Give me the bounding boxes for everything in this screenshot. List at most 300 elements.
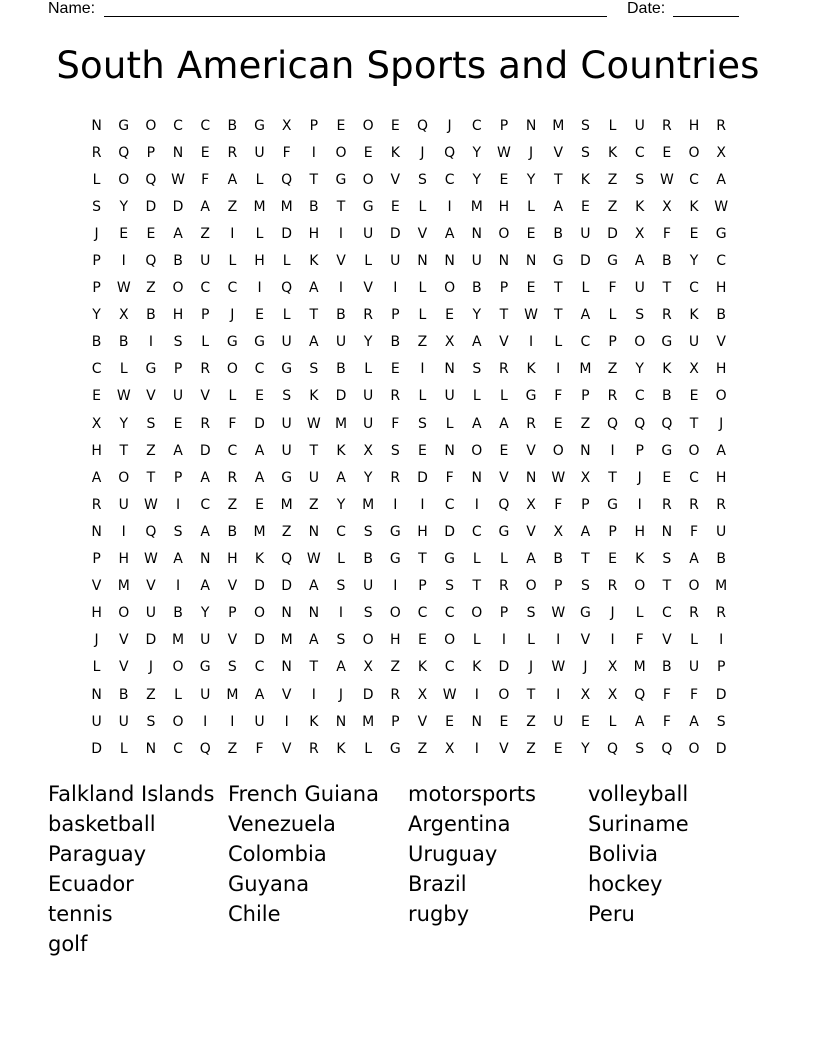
grid-cell: C — [689, 280, 699, 297]
grid-cell: X — [607, 659, 618, 676]
grid-cell: D — [715, 740, 727, 757]
grid-cell: C — [200, 117, 211, 134]
grid-cell: C — [471, 523, 482, 540]
grid-cell: J — [230, 307, 235, 324]
grid-cell: P — [92, 551, 101, 568]
grid-cell: E — [92, 388, 101, 405]
grid-cell: Q — [145, 253, 157, 270]
grid-cell: G — [362, 198, 374, 215]
grid-cell: Z — [580, 415, 591, 432]
grid-cell: P — [581, 388, 590, 405]
grid-cell: R — [91, 496, 102, 513]
grid-cell: O — [471, 442, 483, 459]
grid-cell: B — [309, 198, 319, 215]
grid-cell: O — [335, 144, 347, 161]
grid-cell: U — [172, 388, 184, 405]
grid-cell: Y — [472, 171, 482, 188]
grid-cell: W — [497, 144, 511, 161]
grid-cell: U — [281, 415, 292, 432]
grid-cell: X — [281, 117, 292, 134]
grid-cell: K — [662, 361, 672, 378]
grid-cell: R — [200, 415, 211, 432]
grid-cell: W — [306, 415, 321, 432]
grid-cell: S — [418, 415, 427, 432]
grid-cell: W — [524, 307, 538, 324]
grid-cell: N — [281, 659, 292, 676]
grid-cell: U — [634, 280, 645, 297]
grid-cell: C — [634, 144, 645, 161]
grid-cell: W — [171, 171, 185, 188]
grid-row — [83, 654, 735, 681]
grid-cell: G — [254, 334, 265, 351]
grid-cell: V — [553, 144, 564, 161]
grid-cell: I — [175, 578, 181, 595]
grid-cell: G — [335, 171, 347, 188]
grid-cell: P — [554, 578, 563, 595]
grid-cell: E — [146, 225, 156, 242]
grid-cell: F — [608, 280, 617, 297]
grid-cell: I — [393, 578, 398, 595]
grid-cell: E — [689, 225, 699, 242]
grid-cell: I — [529, 334, 534, 351]
grid-cell: L — [92, 171, 101, 188]
word-bank-item: motorsports — [408, 782, 536, 806]
grid-cell: E — [255, 496, 264, 513]
grid-cell: L — [527, 198, 535, 215]
grid-cell: O — [226, 361, 238, 378]
grid-cell: H — [634, 523, 645, 540]
grid-cell: E — [200, 144, 210, 161]
grid-cell: W — [714, 198, 729, 215]
grid-cell: V — [417, 713, 428, 730]
grid-cell: B — [662, 253, 672, 270]
name-date-header — [0, 0, 816, 22]
grid-cell: C — [689, 171, 699, 188]
grid-cell: S — [146, 713, 156, 730]
grid-cell: E — [580, 198, 590, 215]
grid-cell: A — [526, 551, 536, 568]
grid-cell: T — [309, 442, 319, 459]
grid-cell: V — [580, 632, 591, 649]
word-bank-item: golf — [48, 932, 88, 956]
grid-cell: I — [719, 632, 724, 649]
grid-cell: C — [91, 361, 102, 378]
grid-cell: I — [148, 334, 153, 351]
grid-cell: V — [336, 253, 346, 270]
grid-cell: I — [311, 144, 316, 161]
grid-cell: O — [362, 171, 374, 188]
grid-cell: E — [689, 388, 699, 405]
grid-cell: K — [254, 551, 265, 568]
grid-cell: R — [716, 496, 727, 513]
grid-cell: U — [118, 496, 129, 513]
grid-cell: G — [661, 334, 673, 351]
grid-cell: L — [608, 117, 617, 134]
grid-cell: Q — [634, 686, 646, 703]
word-bank-item: Brazil — [408, 872, 467, 896]
grid-cell: T — [581, 551, 590, 568]
grid-cell: L — [119, 361, 128, 378]
grid-cell: H — [227, 551, 238, 568]
grid-cell: S — [635, 171, 645, 188]
grid-cell: K — [309, 388, 319, 405]
grid-cell: S — [146, 415, 156, 432]
grid-cell: V — [91, 578, 102, 595]
grid-cell: N — [199, 551, 211, 568]
grid-cell: L — [418, 388, 427, 405]
grid-cell: N — [471, 713, 482, 730]
grid-cell: I — [447, 198, 452, 215]
grid-cell: I — [257, 280, 262, 297]
grid-cell: X — [118, 307, 129, 324]
grid-cell: J — [529, 659, 534, 676]
grid-cell: B — [336, 307, 346, 324]
grid-cell: G — [254, 117, 265, 134]
grid-cell: I — [474, 496, 479, 513]
grid-cell: L — [445, 415, 454, 432]
grid-cell: H — [91, 442, 102, 459]
grid-cell: I — [420, 361, 425, 378]
grid-cell: Y — [472, 307, 482, 324]
grid-cell: N — [444, 361, 455, 378]
grid-cell: Y — [635, 361, 644, 378]
grid-cell: E — [662, 144, 672, 161]
grid-cell: A — [309, 632, 319, 649]
grid-cell: A — [309, 280, 319, 297]
grid-cell: T — [146, 469, 156, 486]
grid-cell: H — [118, 551, 129, 568]
grid-cell: Y — [689, 253, 699, 270]
grid-cell: Z — [146, 686, 156, 703]
grid-cell: G — [199, 659, 211, 676]
grid-row — [83, 464, 735, 491]
grid-cell: I — [338, 605, 344, 622]
grid-cell: N — [417, 253, 428, 270]
grid-cell: M — [579, 361, 592, 378]
grid-cell: X — [91, 415, 102, 432]
grid-cell: Y — [119, 198, 129, 215]
grid-cell: T — [689, 415, 699, 432]
grid-cell: I — [284, 713, 289, 730]
grid-cell: D — [254, 415, 265, 432]
grid-cell: N — [91, 686, 102, 703]
grid-cell: T — [309, 171, 319, 188]
grid-cell: D — [145, 632, 157, 649]
grid-cell: K — [635, 551, 645, 568]
grid-cell: A — [716, 171, 726, 188]
grid-cell: P — [635, 442, 644, 459]
word-bank-item: tennis — [48, 902, 113, 926]
grid-cell: A — [254, 442, 265, 459]
grid-cell: V — [526, 442, 536, 459]
grid-cell: W — [442, 686, 457, 703]
grid-cell: D — [254, 632, 265, 649]
grid-cell: J — [529, 144, 534, 161]
grid-cell: G — [389, 740, 401, 757]
grid-cell: X — [417, 686, 428, 703]
name-label: Name: — [48, 0, 96, 17]
grid-cell: Y — [363, 469, 373, 486]
grid-cell: A — [689, 551, 699, 568]
grid-cell: T — [553, 171, 563, 188]
grid-cell: U — [688, 334, 700, 351]
grid-cell: X — [716, 144, 726, 161]
grid-cell: B — [471, 280, 482, 297]
grid-cell: O — [172, 280, 184, 297]
grid-cell: Q — [281, 171, 293, 188]
grid-cell: O — [498, 225, 510, 242]
grid-cell: P — [391, 713, 400, 730]
grid-cell: A — [227, 171, 238, 188]
grid-cell: S — [336, 578, 346, 595]
grid-cell: W — [306, 551, 321, 568]
grid-cell: A — [499, 415, 509, 432]
grid-cell: L — [119, 740, 128, 757]
grid-cell: H — [715, 280, 727, 297]
grid-cell: V — [227, 578, 238, 595]
grid-cell: M — [280, 496, 293, 513]
grid-row — [83, 491, 735, 518]
grid-cell: G — [552, 253, 564, 270]
grid-cell: N — [498, 253, 510, 270]
grid-cell: A — [444, 225, 455, 242]
grid-cell: I — [121, 523, 126, 540]
grid-cell: O — [362, 632, 374, 649]
grid-cell: K — [580, 171, 590, 188]
grid-cell: P — [581, 496, 590, 513]
grid-cell: P — [499, 117, 509, 134]
grid-cell: H — [254, 253, 265, 270]
grid-cell: A — [200, 198, 210, 215]
word-bank-item: Argentina — [408, 812, 511, 836]
grid-cell: Z — [146, 280, 156, 297]
grid-cell: C — [173, 740, 183, 757]
grid-cell: Y — [526, 171, 536, 188]
grid-cell: U — [308, 469, 319, 486]
grid-cell: P — [716, 659, 726, 676]
grid-cell: N — [525, 469, 537, 486]
grid-cell: S — [580, 578, 590, 595]
grid-cell: O — [444, 632, 456, 649]
grid-cell: Q — [199, 740, 211, 757]
grid-cell: N — [91, 523, 102, 540]
grid-cell: V — [363, 280, 373, 297]
grid-cell: Y — [581, 740, 590, 757]
grid-cell: V — [499, 334, 509, 351]
grid-cell: U — [118, 713, 129, 730]
grid-cell: D — [281, 225, 293, 242]
grid-cell: L — [228, 253, 237, 270]
grid-cell: R — [689, 605, 699, 622]
grid-cell: H — [715, 469, 727, 486]
grid-row — [83, 166, 735, 193]
grid-cell: V — [716, 334, 726, 351]
grid-cell: O — [145, 117, 157, 134]
grid-cell: E — [390, 117, 400, 134]
grid-cell: Q — [661, 415, 673, 432]
grid-cell: G — [281, 469, 293, 486]
grid-cell: B — [146, 307, 156, 324]
grid-cell: J — [583, 659, 588, 676]
grid-cell: C — [444, 171, 455, 188]
grid-cell: H — [91, 605, 102, 622]
grid-cell: K — [336, 740, 346, 757]
grid-cell: M — [280, 198, 293, 215]
grid-cell: E — [173, 415, 183, 432]
grid-cell: V — [118, 659, 129, 676]
grid-cell: G — [389, 523, 401, 540]
grid-cell: T — [526, 686, 536, 703]
grid-cell: R — [607, 578, 618, 595]
grid-cell: F — [228, 415, 237, 432]
grid-cell: J — [447, 117, 452, 134]
grid-cell: B — [716, 307, 726, 324]
grid-cell: I — [501, 632, 506, 649]
grid-row — [83, 112, 735, 139]
grid-cell: L — [92, 659, 101, 676]
grid-cell: U — [200, 632, 211, 649]
grid-cell: H — [172, 307, 184, 324]
grid-cell: V — [499, 469, 509, 486]
grid-cell: R — [308, 740, 319, 757]
grid-cell: Q — [498, 496, 510, 513]
grid-cell: K — [607, 144, 618, 161]
grid-cell: I — [338, 225, 344, 242]
grid-cell: T — [499, 307, 509, 324]
grid-cell: Q — [444, 144, 456, 161]
grid-cell: S — [526, 605, 536, 622]
grid-cell: T — [418, 551, 427, 568]
grid-cell: V — [227, 632, 238, 649]
grid-cell: C — [444, 659, 455, 676]
grid-cell: E — [255, 388, 264, 405]
grid-cell: F — [554, 496, 563, 513]
grid-cell: S — [580, 144, 590, 161]
grid-cell: T — [336, 198, 346, 215]
grid-cell: X — [580, 686, 591, 703]
grid-cell: L — [472, 632, 481, 649]
grid-cell: N — [281, 605, 292, 622]
grid-cell: E — [390, 361, 400, 378]
grid-cell: T — [662, 280, 672, 297]
grid-cell: S — [635, 307, 645, 324]
grid-cell: L — [418, 198, 427, 215]
grid-cell: S — [336, 632, 346, 649]
grid-cell: U — [634, 117, 645, 134]
word-bank-item: Peru — [588, 902, 635, 926]
grid-cell: F — [282, 144, 291, 161]
grid-cell: S — [363, 605, 373, 622]
grid-cell: I — [121, 253, 126, 270]
grid-cell: A — [471, 415, 482, 432]
grid-cell: Y — [119, 415, 129, 432]
grid-cell: G — [715, 225, 727, 242]
grid-cell: X — [634, 225, 645, 242]
grid-cell: K — [526, 361, 536, 378]
grid-cell: V — [499, 740, 509, 757]
grid-cell: Y — [472, 144, 482, 161]
grid-cell: J — [610, 605, 615, 622]
grid-row — [83, 735, 735, 762]
grid-row — [83, 220, 735, 247]
grid-cell: V — [526, 523, 536, 540]
grid-cell: W — [551, 659, 566, 676]
word-bank-item: Uruguay — [408, 842, 498, 866]
grid-cell: A — [173, 225, 183, 242]
grid-cell: P — [173, 469, 183, 486]
grid-cell: S — [173, 523, 183, 540]
grid-cell: R — [227, 469, 238, 486]
grid-cell: N — [308, 523, 320, 540]
grid-cell: X — [553, 523, 564, 540]
grid-cell: U — [91, 713, 102, 730]
grid-cell: N — [91, 117, 102, 134]
grid-cell: T — [472, 578, 482, 595]
grid-cell: K — [472, 659, 482, 676]
grid-cell: M — [362, 713, 375, 730]
grid-cell: N — [444, 442, 455, 459]
grid-cell: D — [607, 225, 618, 242]
grid-cell: I — [637, 496, 642, 513]
grid-cell: U — [254, 144, 265, 161]
grid-cell: F — [662, 686, 671, 703]
grid-cell: U — [716, 523, 727, 540]
grid-cell: S — [662, 551, 672, 568]
grid-cell: O — [634, 334, 646, 351]
grid-cell: V — [281, 686, 292, 703]
grid-cell: I — [556, 361, 561, 378]
grid-cell: G — [444, 551, 456, 568]
word-bank-item: Colombia — [228, 842, 327, 866]
grid-cell: D — [145, 198, 157, 215]
grid-row — [83, 518, 735, 545]
grid-cell: E — [553, 415, 563, 432]
grid-cell: C — [471, 117, 482, 134]
grid-cell: U — [145, 605, 157, 622]
grid-cell: S — [418, 171, 427, 188]
grid-cell: R — [607, 388, 618, 405]
grid-cell: Z — [390, 659, 401, 676]
grid-cell: C — [634, 388, 645, 405]
grid-cell: W — [143, 551, 158, 568]
grid-cell: I — [556, 632, 561, 649]
grid-cell: A — [336, 659, 346, 676]
grid-cell: D — [715, 686, 727, 703]
grid-cell: U — [688, 659, 700, 676]
grid-cell: V — [417, 225, 428, 242]
grid-cell: E — [445, 713, 455, 730]
grid-row — [83, 708, 735, 735]
grid-cell: Q — [281, 551, 293, 568]
grid-cell: W — [116, 280, 131, 297]
grid-cell: R — [661, 307, 672, 324]
grid-cell: X — [363, 442, 373, 459]
grid-cell: X — [363, 659, 373, 676]
grid-cell: M — [334, 415, 348, 432]
word-bank-item: Ecuador — [48, 872, 134, 896]
grid-cell: Q — [281, 280, 293, 297]
grid-cell: M — [552, 117, 565, 134]
grid-cell: O — [362, 117, 374, 134]
grid-cell: R — [689, 496, 699, 513]
grid-cell: G — [525, 388, 537, 405]
grid-cell: R — [91, 144, 102, 161]
grid-cell: R — [499, 578, 509, 595]
grid-cell: P — [92, 253, 101, 270]
date-label: Date: — [627, 0, 666, 17]
grid-row — [83, 681, 735, 708]
grid-row — [83, 329, 735, 356]
